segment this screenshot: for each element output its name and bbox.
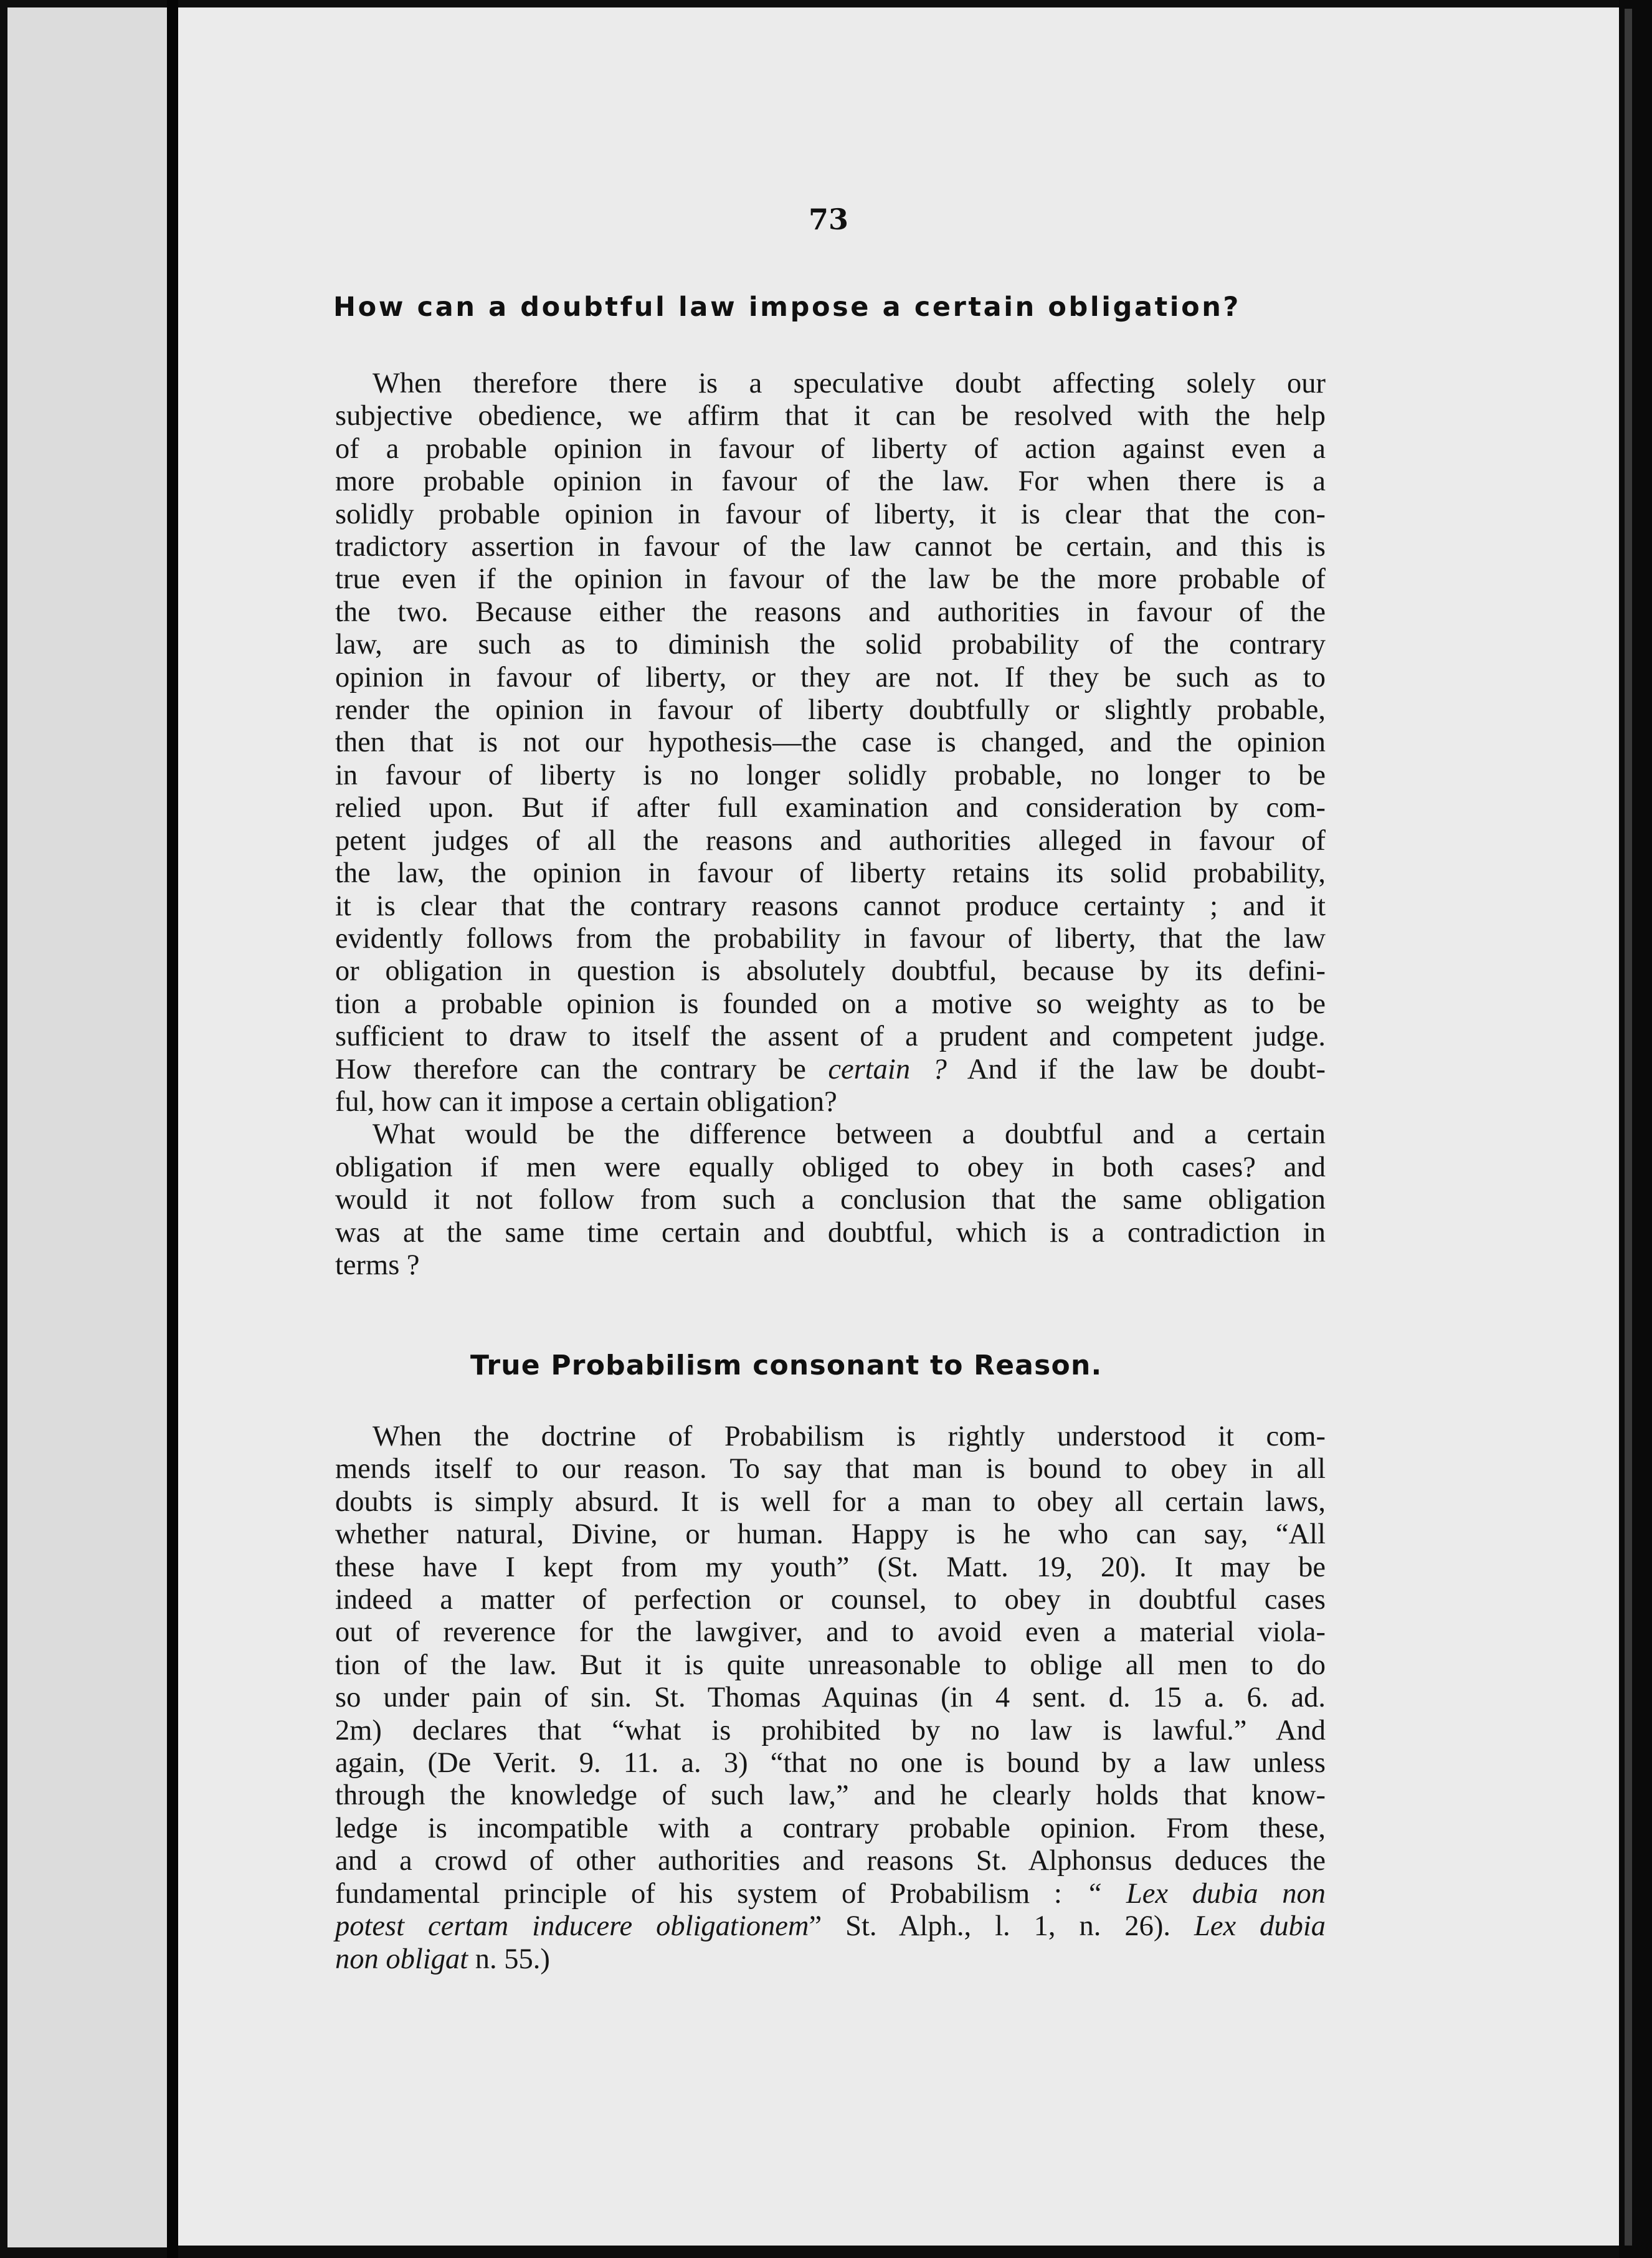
text-line: the two. Because either the reasons and authorities in favour of the <box>335 596 1326 628</box>
text-line: ful, how can it impose a certain obligation? <box>335 1085 837 1118</box>
facing-page-edge <box>7 7 167 2247</box>
text-line: out of reverence for the lawgiver, and to avoid even a material viola- <box>335 1616 1326 1649</box>
text-line: doubts is simply absurd. It is well for a man to obey all certain laws, <box>335 1485 1326 1518</box>
text-line: When the doctrine of Probabilism is rightly understood it com- <box>373 1421 1326 1452</box>
section-body-true-probabilism <box>335 1421 1326 1976</box>
text-line: petent judges of all the reasons and authorities alleged in favour of <box>335 824 1326 857</box>
text-line: When therefore there is a speculative doubt affecting solely our <box>373 368 1326 399</box>
text-line: or obligation in question is absolutely doubtful, because by its defini- <box>335 955 1326 988</box>
scan-right-border <box>1619 0 1652 2258</box>
text-line: these have I kept from my youth” (St. Matt. 19, 20). It may be <box>335 1551 1326 1583</box>
text-line: it is clear that the contrary reasons cannot produce certainty ; and it <box>335 890 1326 922</box>
text-line: through the knowledge of such law,” and he clearly holds that know- <box>335 1779 1326 1812</box>
text-line: render the opinion in favour of liberty doubtfully or slightly probable, <box>335 694 1326 726</box>
text-line: tradictory assertion in favour of the law cannot be certain, and this is <box>335 531 1326 563</box>
text-line <box>335 1878 1326 1910</box>
text-line: the law, the opinion in favour of liberty retains its solid probability, <box>335 857 1326 890</box>
section-heading-true-probabilism: True Probabilism consonant to Reason. <box>470 1350 1103 1381</box>
page-number: 73 <box>808 202 848 236</box>
citation: ” St. Alph., l. 1, n. 26). <box>809 1910 1170 1943</box>
latin-quote: non obligat <box>335 1943 468 1975</box>
text-line: subjective obedience, we affirm that it can be resolved with the help <box>335 400 1326 432</box>
text-line: solidly probable opinion in favour of liberty, it is clear that the con- <box>335 498 1326 530</box>
text-line: so under pain of sin. St. Thomas Aquinas (in 4 sent. d. 15 a. 6. ad. <box>335 1682 1326 1714</box>
text-line: in favour of liberty is no longer solidly probable, no longer to be <box>335 759 1326 791</box>
book-gutter <box>167 0 178 2258</box>
text-line: sufficient to draw to itself the assent of a prudent and competent judge. <box>335 1021 1326 1053</box>
text-line: What would be the difference between a doubtful and a certain <box>373 1118 1326 1151</box>
text-line: ledge is incompatible with a contrary probable opinion. From these, <box>335 1812 1326 1844</box>
text-line: more probable opinion in favour of the law. For when there is a <box>335 465 1326 498</box>
text-line: relied upon. But if after full examination and consideration by com- <box>335 792 1326 824</box>
text-run: fundamental principle of his system of Probabilism : <box>335 1877 1062 1910</box>
text-line: terms ? <box>335 1249 420 1281</box>
text-line: opinion in favour of liberty, or they are not. If they be such as to <box>335 661 1326 693</box>
text-line: tion of the law. But it is quite unreasonable to oblige all men to do <box>335 1649 1326 1681</box>
section-body-doubtful-law <box>335 368 1326 1282</box>
italic-word-certain: certain ? <box>828 1053 947 1085</box>
text-line: tion a probable opinion is founded on a motive so weighty as to be <box>335 988 1326 1020</box>
paragraph <box>335 368 1326 1118</box>
page-edge-strip <box>1625 9 1632 2246</box>
text-line: whether natural, Divine, or human. Happy is he who can say, “All <box>335 1518 1326 1551</box>
text-line: law, are such as to diminish the solid probability of the contrary <box>335 629 1326 661</box>
text-line: obligation if men were equally obliged to obey in both cases? and <box>335 1151 1326 1183</box>
latin-quote: “ Lex dubia non <box>1086 1877 1326 1910</box>
text-run: How therefore can the contrary be <box>335 1053 806 1085</box>
citation: n. 55.) <box>475 1943 550 1975</box>
text-line: mends itself to our reason. To say that man is bound to obey in all <box>335 1453 1326 1485</box>
section-heading-doubtful-law: How can a doubtful law impose a certain obligation? <box>333 292 1241 323</box>
text-line: then that is not our hypothesis—the case is changed, and the opinion <box>335 726 1326 759</box>
text-line: was at the same time certain and doubtful, which is a contradiction in <box>335 1216 1326 1249</box>
text-line: evidently follows from the probability in favour of liberty, that the law <box>335 922 1326 955</box>
text-line: of a probable opinion in favour of liberty of action against even a <box>335 432 1326 465</box>
text-line <box>335 1054 1326 1086</box>
latin-quote: potest certam inducere obligationem <box>335 1910 809 1943</box>
text-line: again, (De Verit. 9. 11. a. 3) “that no one is bound by a law unless <box>335 1747 1326 1779</box>
text-line: and a crowd of other authorities and reasons St. Alphonsus deduces the <box>335 1845 1326 1877</box>
text-line: indeed a matter of perfection or counsel, to obey in doubtful cases <box>335 1584 1326 1616</box>
text-line: would it not follow from such a conclusion that the same obligation <box>335 1184 1326 1216</box>
text-line: true even if the opinion in favour of the law be the more probable of <box>335 563 1326 596</box>
text-line <box>335 1910 1326 1943</box>
text-run: And if the law be doubt- <box>967 1053 1326 1085</box>
paragraph <box>335 1118 1326 1282</box>
text-line <box>335 1943 1326 1976</box>
paragraph <box>335 1421 1326 1976</box>
text-line: 2m) declares that “what is prohibited by no law is lawful.” And <box>335 1714 1326 1746</box>
latin-quote: Lex dubia <box>1194 1910 1326 1943</box>
